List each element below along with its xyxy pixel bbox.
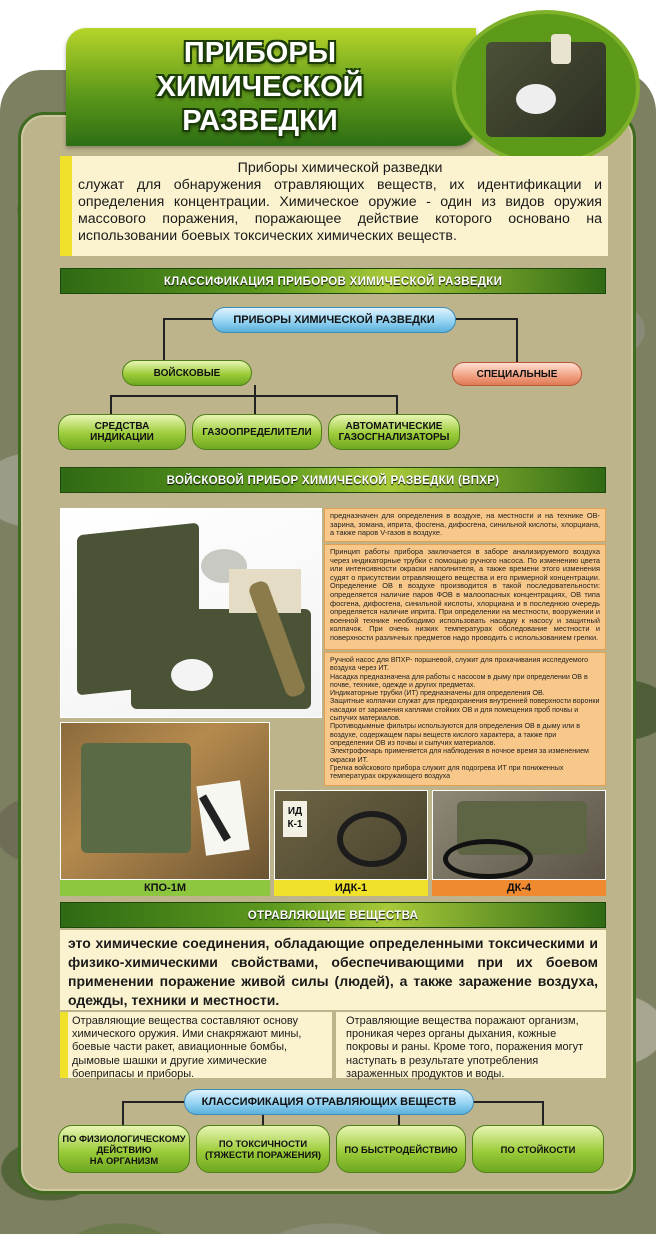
tree-root-devices: ПРИБОРЫ ХИМИЧЕСКОЙ РАЗВЕДКИ	[212, 307, 456, 333]
note-right-text: Отравляющие вещества поражают организм, проникая через органы дыхания, кожные покровы и раны. Кроме того, поражения могут наступать в результате употребления зараженных продуктов и воды.	[346, 1015, 584, 1080]
vpkhr-p1: предназначен для определения в воздухе, на местности и на технике ОВ-зарина, зомана, иприта, фосгена, дифосгена, синильной кислоты, хлорциана, а также паров V-газов в воздухе.	[330, 511, 600, 538]
heater-image	[171, 659, 213, 691]
agent-class-persistence: ПО СТОЙКОСТИ	[472, 1125, 604, 1173]
kpo-notebook-image	[196, 780, 249, 855]
vpkhr-p7: Противодымные фильтры используются для определения ОВ в дыму или в воздухе, содержащем пары веществ кислого характера, а также при определении ОВ из почвы и сыпучих материалов.	[330, 722, 581, 747]
agent-class-speed: ПО БЫСТРОДЕЙСТВИЮ	[336, 1125, 466, 1173]
vpkhr-components-text	[324, 652, 606, 786]
intro-heading: Приборы химической разведки	[237, 160, 443, 176]
idk-label-line-2: К-1	[287, 819, 303, 830]
vpkhr-p3: Ручной насос для ВПХР- поршневой, служит для прокачивания исследуемого воздуха через ИТ.	[330, 656, 589, 673]
class-1-line-3: НА ОРГАНИЗМ	[89, 1154, 159, 1166]
agents-definition: это химические соединения, обладающие определенными токсическими и физико-химическими свойствами, обеспечивающими при их боевом применении поражение живой силы (людей), а также заражение воздуха, одежды, техники и местности.	[60, 930, 606, 1010]
kpo-case-image	[81, 743, 191, 853]
idk-cable-image	[337, 811, 407, 867]
class-1-line-1: ПО ФИЗИОЛОГИЧЕСКОМУ	[62, 1132, 186, 1144]
dk-photo	[432, 790, 606, 880]
device-photo-circle	[452, 10, 640, 166]
kpo-photo	[60, 722, 270, 880]
agent-class-toxicity	[196, 1125, 330, 1173]
class-2-line-1: ПО ТОКСИЧНОСТИ	[218, 1138, 308, 1149]
vpkhr-p4: Насадка предназначена для работы с насосом в дыму при определении ОВ в почве, технике, одежде и других предметах.	[330, 672, 588, 689]
tree-line-left	[163, 318, 215, 320]
vpkhr-photo	[60, 508, 322, 718]
class-line-right	[472, 1101, 544, 1103]
agent-class-physiological	[58, 1125, 190, 1173]
indication-line-1: СРЕДСТВА	[94, 421, 150, 432]
caption-kpo: КПО-1М	[60, 880, 270, 896]
tree-line-child-2	[254, 385, 256, 417]
vpkhr-p6: Защитные колпачки служат для предохранения внутренней поверхности воронки насадки от заражения каплями стойких ОВ и для помещения проб почвы и сыпучих материалов.	[330, 697, 600, 723]
idk-label-line-1: ИД	[287, 806, 303, 817]
section-bar-vpkhr: ВОЙСКОВОЙ ПРИБОР ХИМИЧЕСКОЙ РАЗВЕДКИ (ВПХР)	[60, 467, 606, 493]
agents-note-left	[60, 1012, 332, 1078]
agent-class-root: КЛАССИФИКАЦИЯ ОТРАВЛЯЮЩИХ ВЕЩЕСТВ	[184, 1089, 474, 1115]
vpkhr-p9: Грелка войскового прибора служит для подогрева ИТ при пониженных температурах окружающего воздуха	[330, 763, 564, 781]
title-line-2: ХИМИЧЕСКОЙ	[156, 71, 364, 103]
tree-line-right	[452, 318, 518, 320]
tree-line-right-down	[516, 318, 518, 362]
caption-dk: ДК-4	[432, 880, 606, 896]
class-2-line-2: (ТЯЖЕСТИ ПОРАЖЕНИЯ)	[204, 1149, 322, 1160]
note-left-strip	[60, 1012, 68, 1078]
section-bar-classification: КЛАССИФИКАЦИЯ ПРИБОРОВ ХИМИЧЕСКОЙ РАЗВЕДКИ	[60, 268, 606, 294]
tree-node-military: ВОЙСКОВЫЕ	[122, 360, 252, 386]
agents-note-right	[336, 1012, 606, 1078]
class-1-line-2: ДЕЙСТВИЮ	[96, 1143, 152, 1155]
idk-photo	[274, 790, 428, 880]
caption-idk: ИДК-1	[274, 880, 428, 896]
intro-text-box	[60, 156, 608, 256]
class-line-left	[122, 1101, 188, 1103]
device-tube-image	[551, 34, 571, 64]
vpkhr-p8: Электрофонарь применяется для наблюдения в ночное время за изменением окраски ИТ.	[330, 747, 589, 764]
title-line-3: РАЗВЕДКИ	[182, 105, 338, 137]
tree-node-gas-analyzers: ГАЗООПРЕДЕЛИТЕЛИ	[192, 414, 322, 450]
vpkhr-purpose-text	[324, 508, 606, 542]
note-left-text: Отравляющие вещества составляют основу химического оружия. Ими снакряжают мины, боевые части ракет, авиационные бомбы, дымовые шашки и другие химические боеприпасы и приборы.	[72, 1015, 302, 1080]
title-line-1: ПРИБОРЫ	[183, 37, 337, 69]
intro-text: служат для обнаружения отравляющих веществ, их идентификации и определения концентрации. Химическое оружие - один из видов оружия массового поражения, поражающее действие которого основано на использовании боевых токсических химических веществ.	[78, 177, 602, 244]
idk-label	[283, 801, 307, 837]
tree-node-special: СПЕЦИАЛЬНЫЕ	[452, 362, 582, 386]
class-line-right-down	[542, 1101, 544, 1125]
tree-node-auto-alarms	[328, 414, 460, 450]
auto-line-2: ГАЗОСГНАЛИЗАТОРЫ	[338, 432, 450, 443]
vpkhr-p2: Принцип работы прибора заключается в заборе анализируемого воздуха через индикаторные трубки с помощью ручного насоса. По изменению цвета или интенсивности окраски наполнителя, а также времени этого изменения судят о присутствии отравляющего вещества и его примерной концентрации. Определение ОВ в воздухе производится в такой последовательности: определяется наличие паров ФОВ в малоопасных концентрациях, ОВ типа фосгена, дифосгена, синильной кислоты, хлорциана и в последнюю очередь определяется наличие иприта. При определении на местности, вооружении и военной технике необходимо использовать насадку к насосу и защитный колпачок. При очень низких температурах обследование местности и поверхности различных предметов надо проводить с использованием грелки.	[330, 547, 600, 642]
device-cloth-image	[516, 84, 556, 114]
dk-cable-image	[443, 839, 533, 879]
vpkhr-p5: Индикаторные трубки (ИТ) предназначены для определения ОВ.	[330, 689, 545, 698]
tree-line-left-down	[163, 318, 165, 364]
class-line-left-down	[122, 1101, 124, 1125]
tree-node-indication	[58, 414, 186, 450]
page-title	[90, 36, 430, 138]
section-bar-agents: ОТРАВЛЯЮЩИЕ ВЕЩЕСТВА	[60, 902, 606, 928]
auto-line-1: АВТОМАТИЧЕСКИЕ	[345, 421, 443, 432]
indication-line-2: ИНДИКАЦИИ	[90, 432, 154, 443]
vpkhr-principle-text	[324, 544, 606, 650]
